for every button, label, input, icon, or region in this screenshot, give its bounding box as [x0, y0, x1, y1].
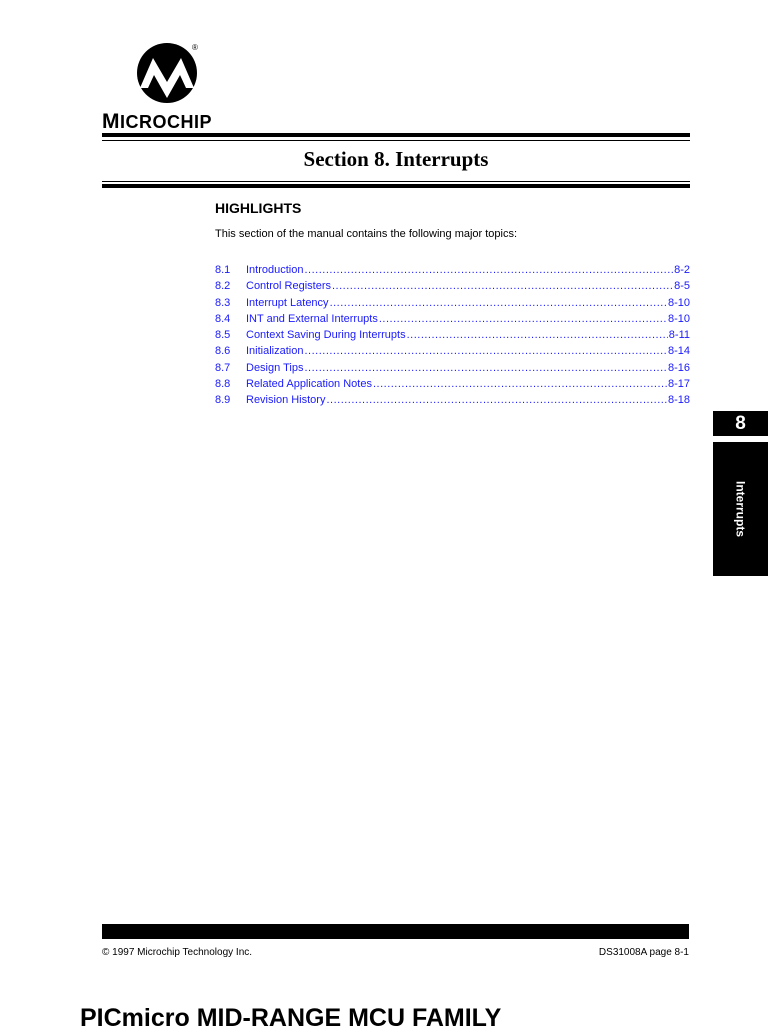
microchip-logo [100, 42, 240, 133]
section-tab [713, 442, 768, 576]
toc-leader [379, 313, 667, 325]
toc-title[interactable]: Related Application Notes [246, 378, 372, 391]
toc-number: 8.7 [215, 361, 231, 374]
toc-title[interactable]: Revision History [246, 394, 326, 407]
toc-entry-int-external-interrupts[interactable] [215, 313, 690, 329]
toc-leader [330, 297, 667, 309]
toc-number: 8.6 [215, 345, 231, 358]
footer-page-ref: DS31008A page 8-1 [598, 947, 689, 958]
next-page-heading: PICmicro MID-RANGE MCU FAMILY [80, 1004, 502, 1032]
table-of-contents [215, 264, 690, 411]
toc-leader [326, 394, 667, 406]
toc-title[interactable]: Control Registers [246, 280, 331, 293]
toc-number: 8.8 [215, 378, 231, 391]
toc-title[interactable]: Introduction [246, 264, 304, 276]
toc-entry-revision-history[interactable] [215, 394, 690, 410]
toc-page[interactable]: 8-18 [667, 394, 690, 407]
header-rule-bottom-thin [102, 181, 690, 182]
toc-title[interactable]: Interrupt Latency [246, 296, 329, 309]
toc-title[interactable]: Initialization [246, 345, 304, 358]
toc-leader [407, 329, 668, 341]
microchip-wordmark: MICROCHIP [102, 110, 213, 133]
toc-page[interactable]: 8-5 [674, 280, 690, 293]
toc-title[interactable]: Context Saving During Interrupts [246, 329, 406, 342]
header-rule-bottom-thick [102, 184, 690, 188]
footer-copyright: © 1997 Microchip Technology Inc. [102, 947, 253, 958]
toc-leader [304, 264, 673, 276]
toc-entry-interrupt-latency[interactable] [215, 297, 690, 313]
microchip-emblem-icon [134, 42, 206, 104]
footer-bar [102, 924, 689, 939]
toc-entry-design-tips[interactable] [215, 362, 690, 378]
toc-number: 8.2 [215, 280, 231, 293]
toc-page[interactable]: 8-16 [667, 361, 690, 374]
header-rule-top-thick [102, 133, 690, 137]
toc-title[interactable]: INT and External Interrupts [246, 312, 378, 325]
toc-number: 8.5 [215, 329, 231, 342]
section-tab-label: Interrupts [733, 480, 748, 537]
toc-entry-control-registers[interactable] [215, 280, 690, 296]
toc-number: 8.1 [215, 264, 231, 276]
section-tab-number: 8 [713, 411, 768, 436]
toc-leader [373, 378, 667, 390]
toc-entry-related-app-notes[interactable] [215, 378, 690, 394]
toc-number: 8.4 [215, 312, 231, 325]
toc-page[interactable]: 8-10 [667, 312, 690, 325]
toc-page[interactable]: 8-14 [667, 345, 690, 358]
toc-page[interactable]: 8-10 [667, 296, 690, 309]
toc-leader [304, 345, 666, 357]
toc-entry-context-saving[interactable] [215, 329, 690, 345]
highlights-heading: HIGHLIGHTS [215, 200, 302, 216]
highlights-intro: This section of the manual contains the following major topics: [215, 228, 518, 240]
registered-mark: ® [192, 43, 198, 52]
toc-number: 8.3 [215, 296, 231, 309]
toc-entry-introduction[interactable] [215, 264, 690, 280]
toc-leader [304, 362, 666, 374]
toc-title[interactable]: Design Tips [246, 361, 304, 374]
toc-page[interactable]: 8-17 [667, 378, 690, 391]
toc-page[interactable]: 8-2 [674, 264, 690, 276]
header-rule-top-thin [102, 140, 690, 141]
toc-number: 8.9 [215, 394, 231, 407]
toc-page[interactable]: 8-11 [668, 329, 690, 342]
section-title: Section 8. Interrupts [303, 147, 489, 171]
toc-leader [332, 280, 673, 292]
toc-entry-initialization[interactable] [215, 345, 690, 361]
